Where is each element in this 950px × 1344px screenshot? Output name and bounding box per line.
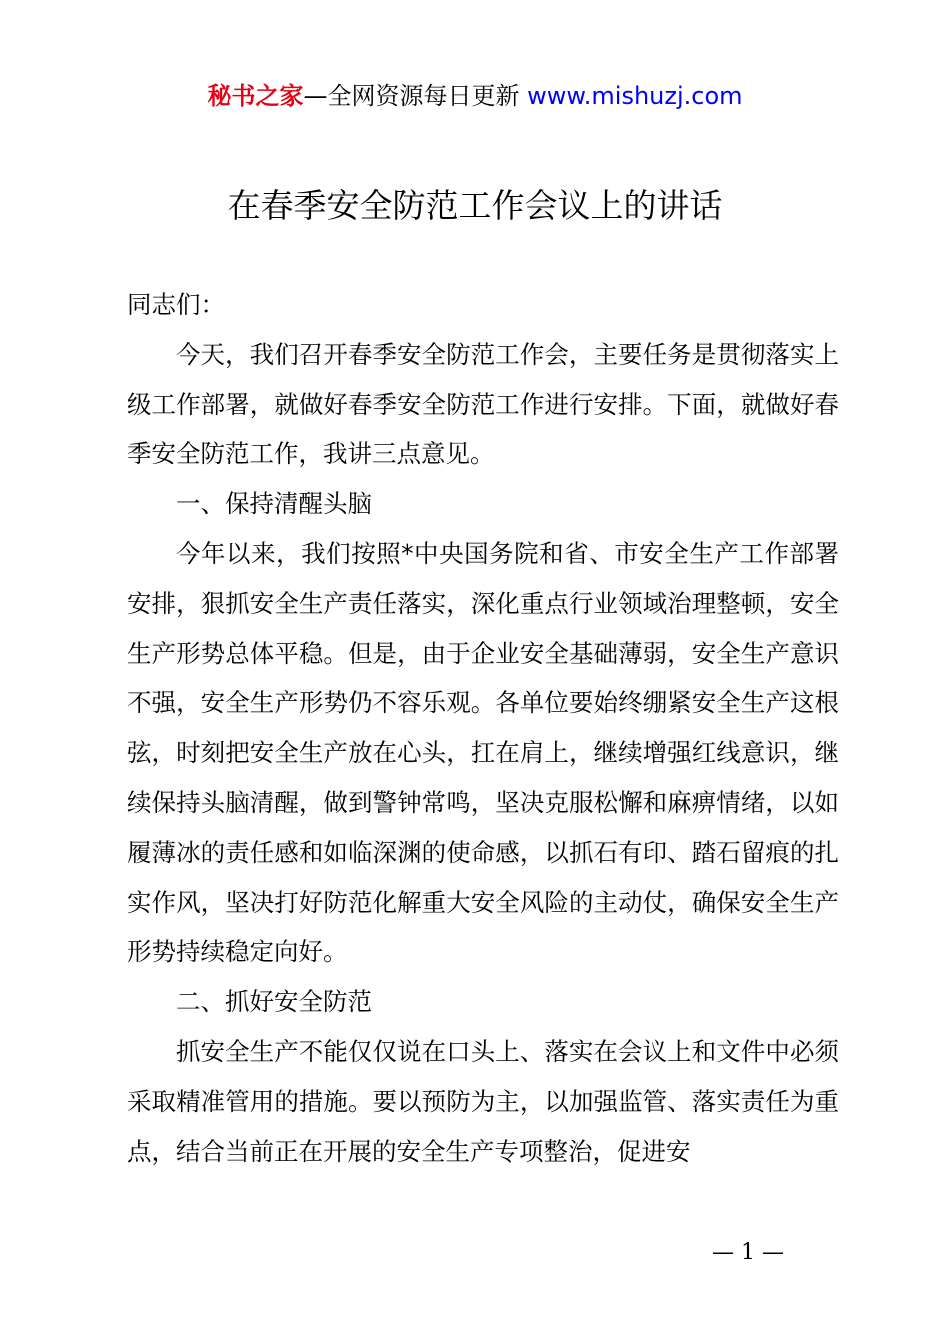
body-paragraph: 今年以来，我们按照*中央国务院和省、市安全生产工作部署安排，狠抓安全生产责任落实，深化重点行业领域治理整顿，安全生产形势总体平稳。但是，由于企业安全基础薄弱，安全生产意识不强，安全生产形势仍不容乐观。各单位要始终绷紧安全生产这根弦，时刻把安全生产放在心头，扛在肩上，继续增强红线意识，继续保持头脑清醒，做到警钟常鸣，坚决克服松懈和麻痹情绪，以如履薄冰的责任感和如临深渊的使命感，以抓石有印、踏石留痕的扎实作风，坚决打好防范化解重大安全风险的主动仗，确保安全生产形势持续稳定向好。 [127, 538, 839, 967]
site-url-link[interactable]: www.mishuzj.com [527, 82, 743, 110]
section-heading: 二、抓好安全防范 [176, 987, 372, 1017]
body-paragraph: 抓安全生产不能仅仅说在口头上、落实在会议上和文件中必须采取精准管用的措施。要以预防为主，以加强监管、落实责任为重点，结合当前正在开展的安全生产专项整治，促进安 [127, 1036, 839, 1166]
section-heading: 一、保持清醒头脑 [176, 489, 372, 519]
header-banner [0, 80, 950, 112]
page-number: — 1 — [712, 1240, 784, 1265]
brand-name: 秘书之家 [207, 82, 304, 110]
body-paragraph: 今天，我们召开春季安全防范工作会，主要任务是贯彻落实上级工作部署，就做好春季安全防范工作进行安排。下面，就做好春季安全防范工作，我讲三点意见。 [127, 339, 839, 469]
document-title: 在春季安全防范工作会议上的讲话 [227, 186, 723, 225]
salutation: 同志们： [127, 290, 225, 319]
tagline: —全网资源每日更新 [303, 82, 520, 110]
document-body [127, 280, 839, 1176]
